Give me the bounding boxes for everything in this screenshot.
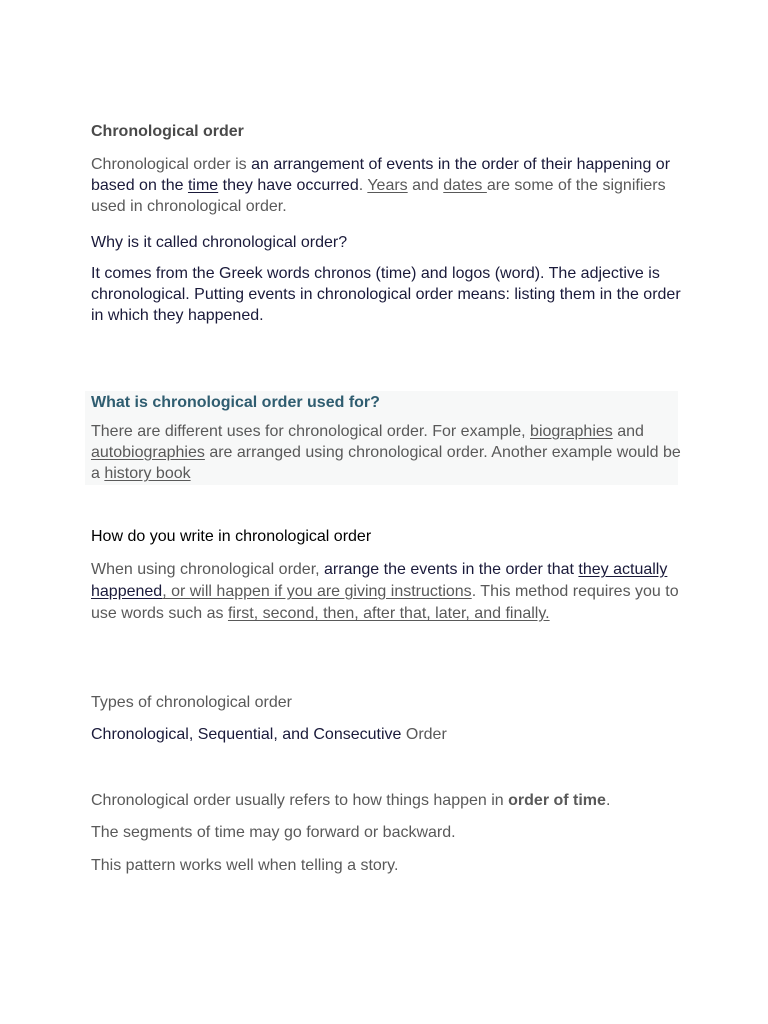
page-title: Chronological order <box>91 123 244 140</box>
types-order: Order <box>401 726 447 743</box>
years-link: Years <box>367 177 408 194</box>
actually-happened-link: they actually happened <box>91 561 668 600</box>
how-heading: How do you write in chronological order <box>91 528 372 545</box>
uses-text-2: are arranged using chronological order. Another example would be a <box>91 444 681 482</box>
types-heading: Types of chronological order <box>91 694 292 711</box>
transition-words-link: first, second, then, after that, later, and finally. <box>227 605 550 622</box>
instructions-link: , or will happen if you are giving instructions <box>162 583 472 600</box>
uses-text: There are different uses for chronological order. For example, <box>91 423 531 440</box>
why-question: Why is it called chronological order? <box>91 234 348 251</box>
autobiographies-link: autobiographies <box>91 444 205 461</box>
closing-text: Chronological order usually refers to how things happen in <box>91 792 509 809</box>
intro-text: Chronological order is <box>91 156 252 173</box>
how-paragraph <box>91 559 681 625</box>
closing-line-1 <box>91 790 681 811</box>
uses-paragraph <box>91 421 681 484</box>
order-of-time: order of time <box>508 792 606 809</box>
closing-line-3: This pattern works well when telling a story. <box>91 857 399 874</box>
how-text-2: . This method requires you to use words such as <box>91 583 679 622</box>
intro-tail: are some of the signifiers used in chronological order. <box>91 177 666 215</box>
closing-period: . <box>605 792 611 809</box>
biographies-link: biographies <box>530 423 613 440</box>
time-link: time <box>187 177 219 194</box>
types-paragraph <box>91 724 681 745</box>
dates-link: dates <box>443 177 487 194</box>
why-answer: It comes from the Greek words chronos (time) and logos (word). The adjective is chronological. Putting events in chronological order means: listing them in the order in which they happened. <box>91 265 681 324</box>
intro-definition: an arrangement of events in the order of their happening or based on the <box>91 156 671 194</box>
types-list: Chronological, Sequential, and Consecutive <box>91 726 402 743</box>
closing-line-2: The segments of time may go forward or backward. <box>91 824 456 841</box>
uses-heading: What is chronological order used for? <box>91 394 380 411</box>
intro-paragraph <box>91 154 681 217</box>
how-text: When using chronological order, <box>91 561 325 578</box>
intro-and: and <box>407 177 444 194</box>
uses-and: and <box>612 423 644 440</box>
history-book-link: history book <box>104 465 191 482</box>
intro-definition-end: they have occurred <box>218 177 359 194</box>
how-emphasis: arrange the events in the order that <box>324 561 579 578</box>
intro-separator: . <box>358 177 368 194</box>
